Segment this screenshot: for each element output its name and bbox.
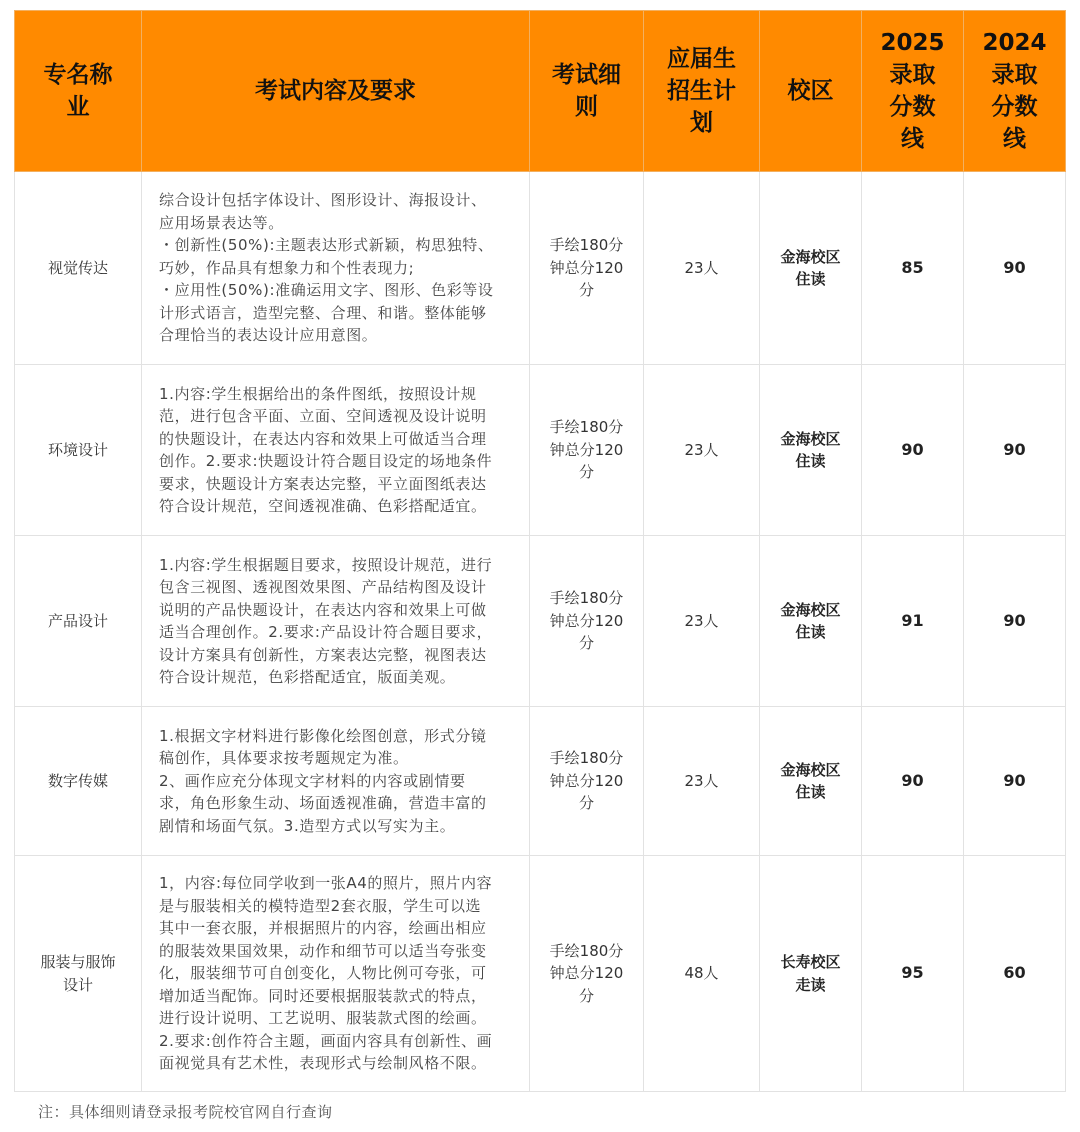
- major-cell: 环境设计: [15, 365, 142, 536]
- score-2025-cell: 91: [862, 536, 964, 707]
- campus-cell: 长寿校区 走读: [760, 856, 862, 1092]
- header-score-2025: 2025 录取 分数 线: [862, 11, 964, 172]
- content-cell: 综合设计包括字体设计、图形设计、海报设计、 应用场景表达等。 ・创新性(50%):主题表达形式新颖，构思独特、 巧妙，作品具有想象力和个性表现力; ・应用性(50%):准确运用文字、图形、色彩等设 计形式语言，造型完整、合理、和谐。整体能够 合理恰当的表达设计应用意图。: [142, 172, 530, 365]
- major-cell: 视觉传达: [15, 172, 142, 365]
- score-2025-cell: 90: [862, 707, 964, 856]
- plan-cell: 23人: [644, 172, 760, 365]
- header-rules: 考试细 则: [530, 11, 644, 172]
- major-cell: 数字传媒: [15, 707, 142, 856]
- header-row: [15, 11, 1066, 172]
- rules-cell: 手绘180分 钟总分120 分: [530, 856, 644, 1092]
- plan-cell: 23人: [644, 707, 760, 856]
- table-row: [15, 536, 1066, 707]
- header-major: 专名称 业: [15, 11, 142, 172]
- major-cell: 服装与服饰 设计: [15, 856, 142, 1092]
- header-plan: 应届生 招生计 划: [644, 11, 760, 172]
- rules-cell: 手绘180分 钟总分120 分: [530, 707, 644, 856]
- score-2024-cell: 90: [964, 365, 1066, 536]
- content-cell: 1，内容:每位同学收到一张A4的照片，照片内容 是与服装相关的模特造型2套衣服，学生可以选 其中一套衣服，并根据照片的内容，绘画出相应 的服装效果国效果，动作和细节可以适当夸张变 化，服装细节可自创变化，人物比例可夸张，可 增加适当配饰。同时还要根据服装款式的特点， 进行设计说明、工艺说明、服装款式图的绘画。 2.要求:创作符合主题，画面内容具有创新性、画 面视觉具有艺术性，表现形式与绘制风格不限。: [142, 856, 530, 1092]
- table-row: [15, 365, 1066, 536]
- score-2024-cell: 90: [964, 707, 1066, 856]
- admission-table: [14, 10, 1066, 1092]
- footnote: 注：具体细则请登录报考院校官网自行查询: [38, 1103, 333, 1121]
- header-content: 考试内容及要求: [142, 11, 530, 172]
- header-campus: 校区: [760, 11, 862, 172]
- table-row: [15, 856, 1066, 1092]
- table-row: [15, 172, 1066, 365]
- plan-cell: 23人: [644, 536, 760, 707]
- score-2025-cell: 90: [862, 365, 964, 536]
- campus-cell: 金海校区 住读: [760, 365, 862, 536]
- major-cell: 产品设计: [15, 536, 142, 707]
- rules-cell: 手绘180分 钟总分120 分: [530, 172, 644, 365]
- campus-cell: 金海校区 住读: [760, 536, 862, 707]
- rules-cell: 手绘180分 钟总分120 分: [530, 365, 644, 536]
- score-2025-cell: 85: [862, 172, 964, 365]
- score-2024-cell: 90: [964, 536, 1066, 707]
- campus-cell: 金海校区 住读: [760, 172, 862, 365]
- campus-cell: 金海校区 住读: [760, 707, 862, 856]
- plan-cell: 23人: [644, 365, 760, 536]
- content-cell: 1.内容:学生根据题目要求，按照设计规范，进行 包含三视图、透视图效果图、产品结构图及设计 说明的产品快题设计，在表达内容和效果上可做 适当合理创作。2.要求:产品设计符合题目要求， 设计方案具有创新性，方案表达完整，视图表达 符合设计规范，色彩搭配适宜，版面美观。: [142, 536, 530, 707]
- plan-cell: 48人: [644, 856, 760, 1092]
- header-score-2024: 2024 录取 分数 线: [964, 11, 1066, 172]
- table-row: [15, 707, 1066, 856]
- rules-cell: 手绘180分 钟总分120 分: [530, 536, 644, 707]
- score-2024-cell: 60: [964, 856, 1066, 1092]
- content-cell: 1.内容:学生根据给出的条件图纸，按照设计规 范，进行包含平面、立面、空间透视及设计说明 的快题设计，在表达内容和效果上可做适当合理 创作。2.要求:快题设计符合题目设定的场地条件 要求，快题设计方案表达完整，平立面图纸表达 符合设计规范，空间透视准确、色彩搭配适宜。: [142, 365, 530, 536]
- score-2024-cell: 90: [964, 172, 1066, 365]
- content-cell: 1.根据文字材料进行影像化绘图创意，形式分镜 稿创作，具体要求按考题规定为准。 2、画作应充分体现文字材料的内容或剧情要 求，角色形象生动、场面透视准确，营造丰富的 剧情和场面气氛。3.造型方式以写实为主。: [142, 707, 530, 856]
- score-2025-cell: 95: [862, 856, 964, 1092]
